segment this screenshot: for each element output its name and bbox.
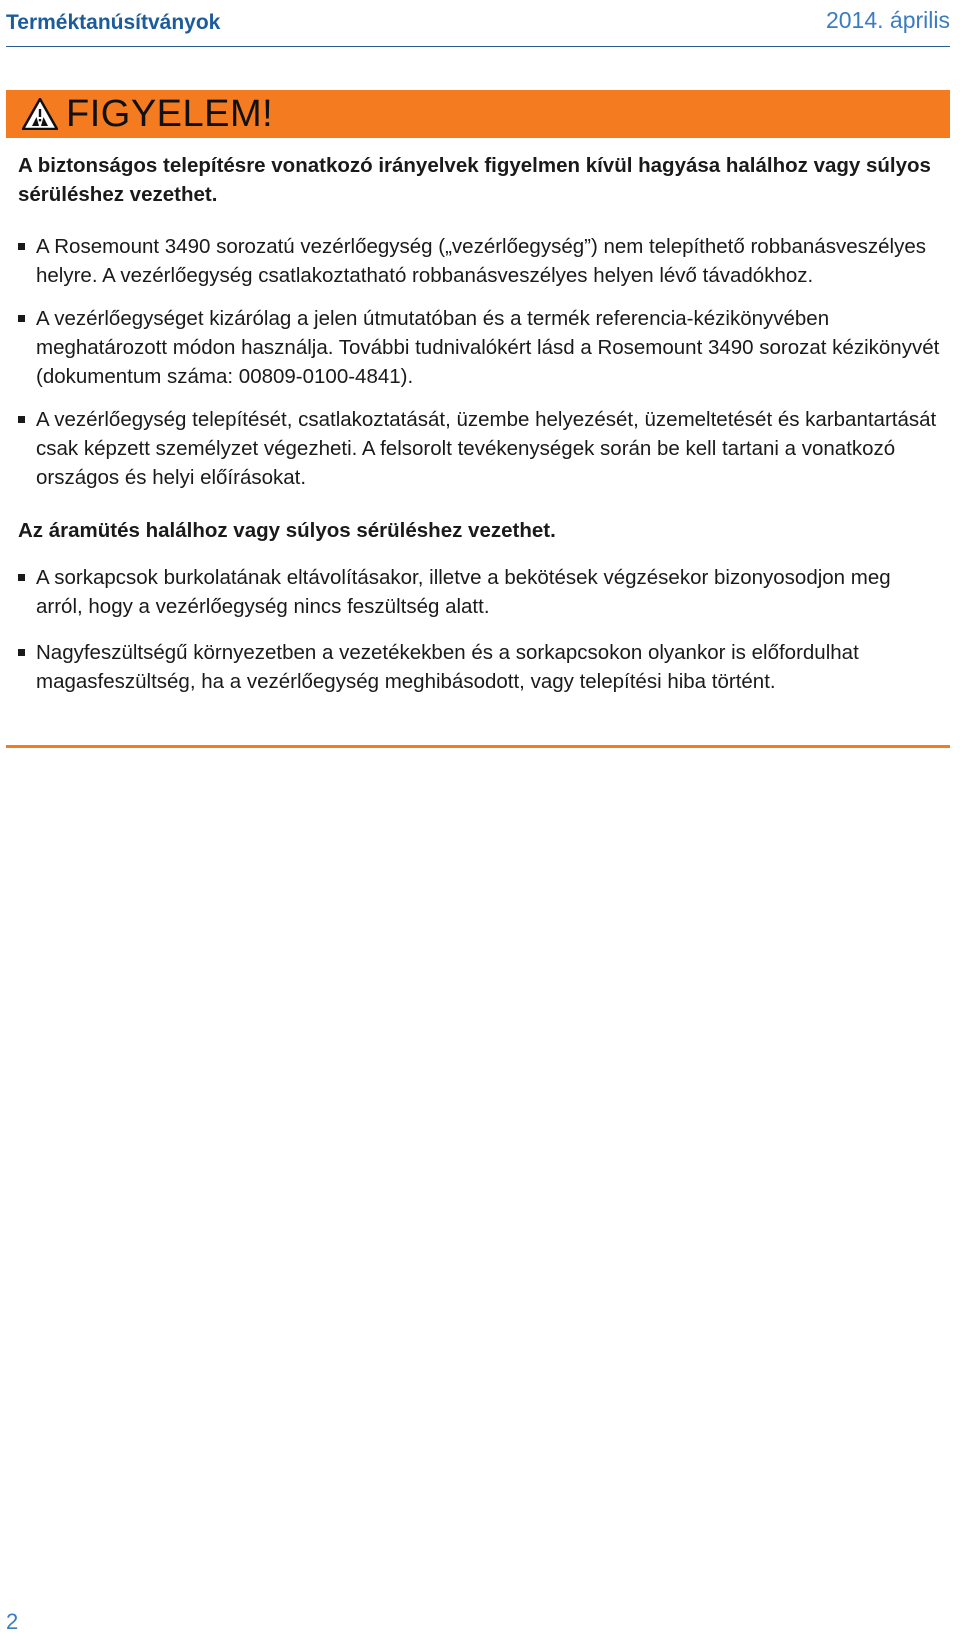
bullet-square-icon bbox=[18, 649, 25, 656]
safety-bullet-list bbox=[18, 232, 940, 492]
bullet-square-icon bbox=[18, 315, 25, 322]
header-date: 2014. április bbox=[825, 7, 950, 33]
warning-title: FIGYELEM! bbox=[66, 93, 274, 135]
list-item bbox=[18, 563, 940, 621]
list-item bbox=[18, 405, 940, 492]
safety-intro: A biztonságos telepítésre vonatkozó irányelvek figyelmen kívül hagyása halálhoz vagy súlyos sérüléshez vezethet. bbox=[18, 154, 931, 206]
list-item-text: A vezérlőegység telepítését, csatlakoztatását, üzembe helyezését, üzemeltetését és karbantartását csak képzett személyzet végezheti. A felsorolt tevékenységek során be kell tartani a vonatkozó országos és helyi előírásokat. bbox=[36, 408, 937, 489]
list-item-text: A Rosemount 3490 sorozatú vezérlőegység („vezérlőegység”) nem telepíthető robbanásveszélyes helyre. A vezérlőegység csatlakoztatható robbanásveszélyes helyen lévő távadókhoz. bbox=[36, 235, 926, 287]
warning-banner bbox=[6, 90, 950, 138]
section-divider bbox=[6, 745, 950, 748]
list-item bbox=[18, 304, 940, 391]
page-number: 2 bbox=[6, 1609, 19, 1634]
list-item-text: Nagyfeszültségű környezetben a vezetékekben és a sorkapcsokon olyankor is előfordulhat magasfeszültség, ha a vezérlőegység meghibásodott, vagy telepítési hiba történt. bbox=[36, 640, 859, 693]
list-item bbox=[18, 232, 940, 290]
shock-warning-heading: Az áramütés halálhoz vagy súlyos sérüléshez vezethet. bbox=[18, 519, 556, 542]
warning-triangle-icon bbox=[22, 98, 58, 130]
header-title: Terméktanúsítványok bbox=[6, 11, 221, 34]
list-item bbox=[18, 638, 940, 696]
bullet-square-icon bbox=[18, 243, 25, 250]
page-header bbox=[6, 4, 950, 47]
bullet-square-icon bbox=[18, 574, 25, 581]
bullet-square-icon bbox=[18, 416, 25, 423]
list-item-text: A sorkapcsok burkolatának eltávolításakor, illetve a bekötések végzésekor bizonyosodjon meg arról, hogy a vezérlőegység nincs feszültség alatt. bbox=[36, 565, 891, 618]
list-item-text: A vezérlőegységet kizárólag a jelen útmutatóban és a termék referencia-kézikönyvében meghatározott módon használja. További tudnivalókért lásd a Rosemount 3490 sorozat kézikönyvét (dokumentum száma: 00809-0100-4841). bbox=[36, 307, 940, 388]
shock-bullet-list bbox=[18, 563, 940, 696]
warning-content bbox=[18, 152, 940, 696]
